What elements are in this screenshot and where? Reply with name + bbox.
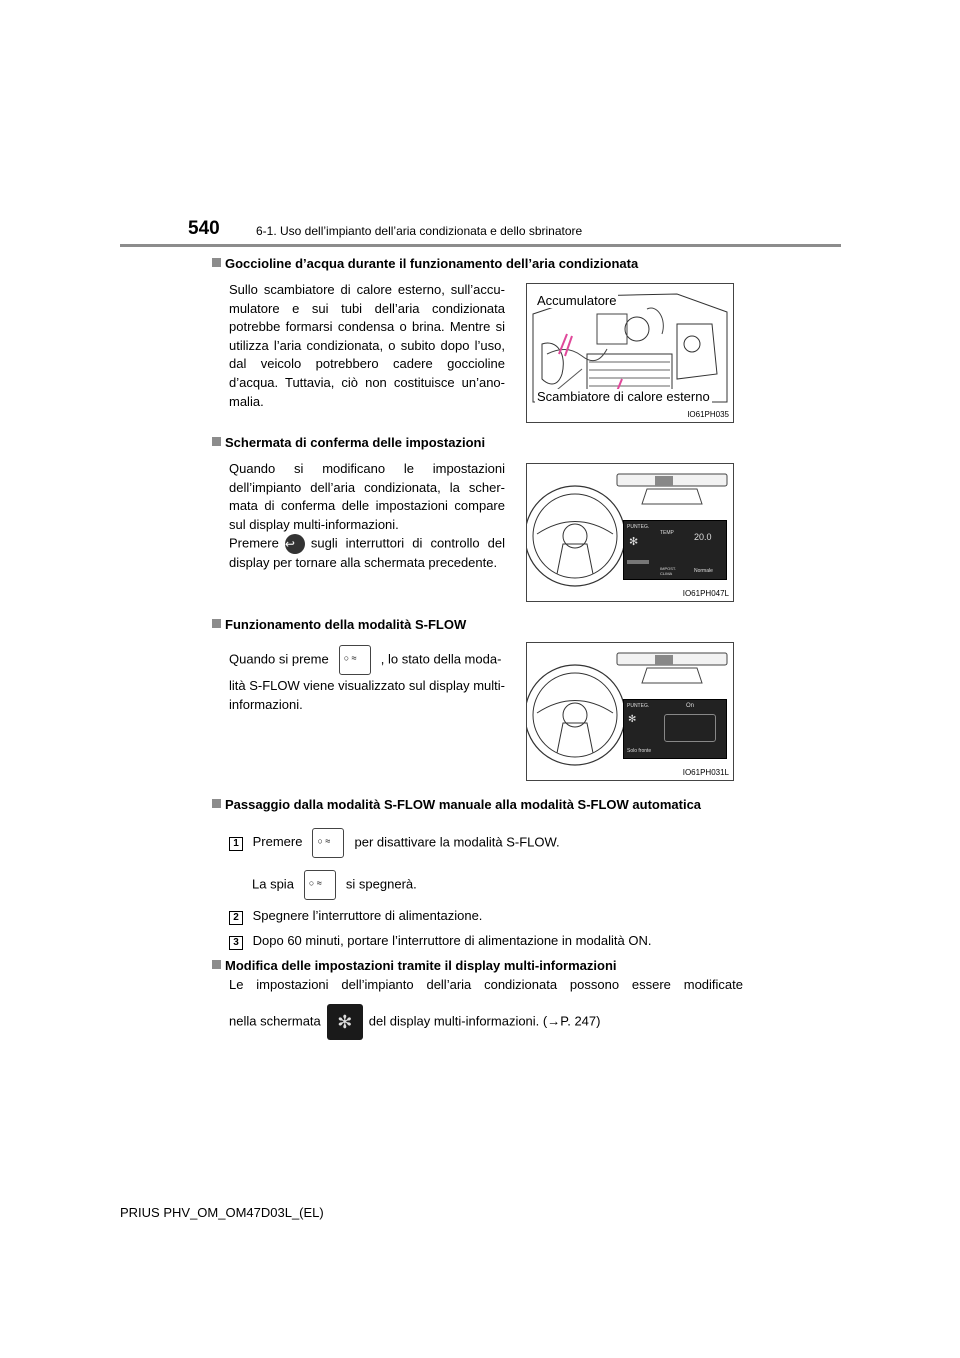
section-heading-switch: Passaggio dalla modalità S-FLOW manuale alla modalità S-FLOW automatica xyxy=(212,797,701,812)
sflow-button-icon: ○ ≈ xyxy=(312,828,344,858)
water-paragraph: Sullo scambiatore di calore esterno, sull’accumulatore e sui tubi dell’aria condizionata potrebbe formarsi condensa o brina. Mentre si utilizza l’aria condizionata, o subito dopo l’uso, dal veicolo potrebbero cadere goccioline d’acqua. Tuttavia, ciò non costituisce un’anomalia. xyxy=(229,282,505,409)
confirm-paragraph: Quando si modificano le impostazioni dell’impianto dell’aria condizionata, la schermata di conferma delle impostazioni compare sul display multi-informazioni. xyxy=(229,461,505,532)
climate-screen-icon: ✻ xyxy=(327,1004,363,1040)
figure-code: IO61PH031L xyxy=(682,768,729,777)
bullet-square-icon xyxy=(212,258,221,267)
sflow-button-icon: ○ ≈ xyxy=(339,645,371,675)
bullet-square-icon xyxy=(212,437,221,446)
sflow-display-screen: PUNTEG. ✻ On Solo fronte xyxy=(623,699,727,759)
accumulator-label: Accumulatore xyxy=(537,293,617,308)
modify-line2: nella schermata ✻ del display multi-informazioni. (→P. 247) xyxy=(229,1004,600,1040)
fan-icon: ✻ xyxy=(629,536,639,548)
bullet-square-icon xyxy=(212,619,221,628)
step-number: 1 xyxy=(229,837,243,851)
back-icon: ↩ xyxy=(285,534,305,554)
section-heading-sflow: Funzionamento della modalità S-FLOW xyxy=(212,617,466,632)
figure-code: IO61PH035 xyxy=(687,410,729,419)
confirm-press-paragraph: Premere ↩ sugli interruttori di controllo del display per tornare alla schermata precedente. xyxy=(229,535,505,570)
dashboard-figure-confirm xyxy=(526,463,734,602)
step-2: 2 Spegnere l’interruttore di alimentazione. xyxy=(229,908,482,925)
page-number: 540 xyxy=(188,218,220,239)
engine-bay-figure xyxy=(526,283,734,423)
document-footer: PRIUS PHV_OM_OM47D03L_(EL) xyxy=(120,1205,324,1220)
confirm-display-screen: PUNTEG. ✻ TEMP 20.0 IMPOST. CLIMA Normale xyxy=(623,520,727,580)
step-1: 1 Premere ○ ≈ per disattivare la modalità S-FLOW. xyxy=(229,828,560,858)
section-heading-water: Goccioline d’acqua durante il funzionamento dell’aria condizionata xyxy=(212,256,638,271)
step-number: 2 xyxy=(229,911,243,925)
chapter-title: 6-1. Uso dell’impianto dell’aria condizionata e dello sbrinatore xyxy=(256,224,583,238)
seat-airflow-icon: ✻ xyxy=(628,714,637,725)
indicator-line: La spia ○ ≈ si spegnerà. xyxy=(252,870,417,900)
heat-exchanger-label: Scambiatore di calore esterno xyxy=(537,389,710,404)
dashboard-figure-sflow xyxy=(526,642,734,781)
section-heading-modify: Modifica delle impostazioni tramite il display multi-informazioni xyxy=(212,958,617,973)
seats-illustration xyxy=(664,714,716,742)
sflow-indicator-icon: ○ ≈ xyxy=(304,870,336,900)
header-rule xyxy=(120,244,841,247)
sflow-line1: Quando si preme ○ ≈ , lo stato della moda- xyxy=(229,645,501,675)
sflow-paragraph: lità S-FLOW viene visualizzato sul display multi-informazioni. xyxy=(229,678,505,712)
section-heading-confirm: Schermata di conferma delle impostazioni xyxy=(212,435,485,450)
figure-code: IO61PH047L xyxy=(682,589,729,598)
bullet-square-icon xyxy=(212,799,221,808)
step-number: 3 xyxy=(229,936,243,950)
modify-line1: Le impostazioni dell’impianto dell’aria condizionata possono essere modificate xyxy=(229,977,743,992)
step-3: 3 Dopo 60 minuti, portare l’interruttore di alimentazione in modalità ON. xyxy=(229,933,652,950)
bullet-square-icon xyxy=(212,960,221,969)
